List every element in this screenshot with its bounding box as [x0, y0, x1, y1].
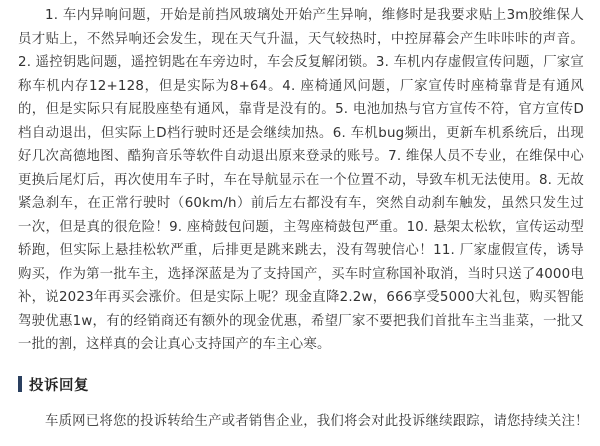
reply-section-title: 投诉回复: [29, 377, 89, 394]
section-accent-bar: [18, 376, 22, 392]
complaint-text: 1. 车内异响问题，开始是前挡风玻璃处开始产生异响，维修时是我要求贴上3m胶维保人员才贴上，不然异响还会发生，现在天气升温，天气较热时，中控屏幕会产生咔咔咔的声音。2. 遥控钥匙问题，遥控钥匙在车旁边时，车会反复解闭锁。3. 车机内存虚假宣传问题，厂家宣称车机内存12+128，但是实际为8+64。4. 座椅通风问题，厂家宣传时座椅靠背是有通风的，但是实际只有屁股座垫有通风，靠背是没有的。5. 电池加热与官方宣传不符，官方宣传D档自动退出，但实际上D档行驶时还是会继续加热。6. 车机bug频出，更新车机系统后，出现好几次高德地图、酷狗音乐等软件自动退出原来登录的账号。7. 维保人员不专业，在维保中心更换后尾灯后，再次使用车子时，车在导航显示在一个位置不动，导致车机无法使用。8. 无故紧急刹车，在正常行驶时（60km/h）前后左右都没有车，突然自动刹车触发，虽然只发生过一次，但是真的很危险！9. 座椅鼓包问题，主驾座椅鼓包严重。10. 悬架太松软，宣传运动型轿跑，但实际上悬挂松软严重，后排更是跳来跳去，没有驾驶信心！11. 厂家虚假宣传，诱导购买，作为第一批车主，选择深蓝是为了支持国产，买车时宣称国补取消，当时只送了4000电补，说2023年再买会涨价。但是实际上呢？现金直降2.2w，666享受5000大礼包，购买智能驾驶优惠1w，有的经销商还有额外的现金优惠，希望厂家不要把我们首批车主当韭菜，一批又一批的割，这样真的会让真心支持国产的车主心寒。: [18, 8, 584, 352]
reply-section-header: [18, 374, 89, 394]
reply-text: 车质网已将您的投诉转给生产或者销售企业，我们将会对此投诉继续跟踪，请您持续关注！: [45, 414, 589, 429]
